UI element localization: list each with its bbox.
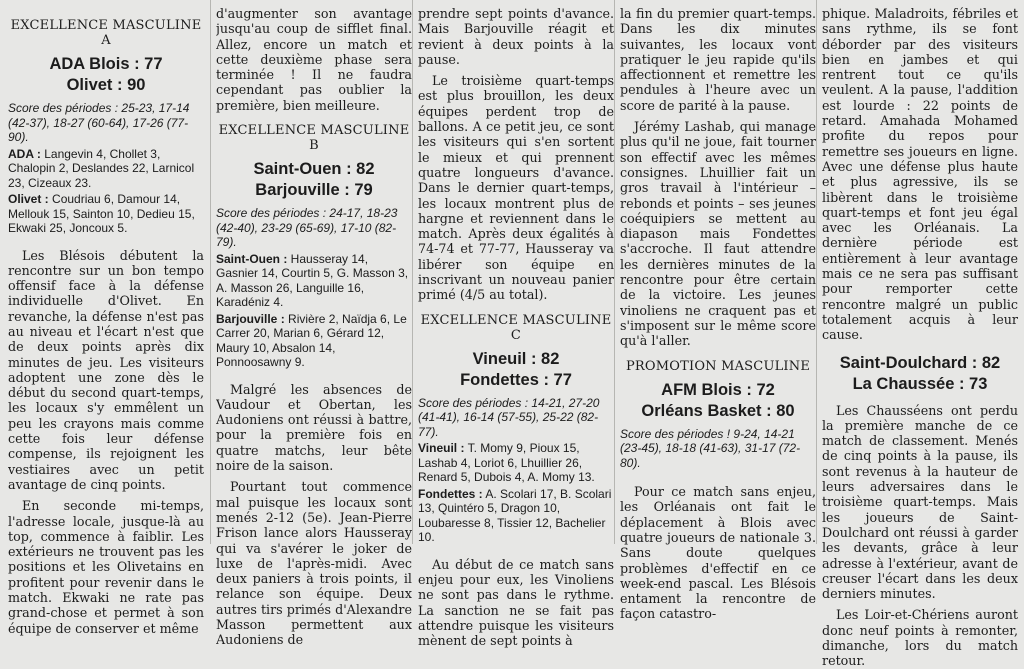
section-heading: EXCELLENCE MASCULINE C bbox=[420, 312, 612, 343]
lineup-players: Langevin 4, Chollet 3, Chalopin 2, Deslandes 22, Larnicol 23, Cizeaux 23. bbox=[8, 146, 195, 190]
lineup-team: Vineuil : bbox=[418, 441, 465, 456]
article-paragraph: Au début de ce match sans enjeu pour eux, les Vinoliens ne sont pas dans le rythme. La sanction ne se fait pas attendre puisque les visiteurs mènent de sept points à bbox=[418, 556, 614, 649]
lineup-away bbox=[8, 192, 204, 236]
article-paragraph: Les Blésois débutent la rencontre sur un bon tempo offensif face à la défense individuelle d'Olivet. En revanche, la défense n'est pas au niveau et l'écart n'est que de deux points après dix minutes de jeu. Les visiteurs adoptent une zone dès le début du second quart-temps, les locaux s'y emmêlent un peu les crayons mais comme cette fois leur défense compense, ils rejoignent les vestiaires avec un petit avantage de cinq points. bbox=[8, 247, 204, 492]
lineup-team: Fondettes : bbox=[418, 486, 483, 501]
article-paragraph: phique. Maladroits, fébriles et sans rythme, ils se font déborder par des visiteurs bien en jambes et qui rentrent tout ce qu'ils veulent. A la pause, l'addition est lourde : 22 points de retard. Amahada Mohamed profite du repos pour remettre ses joueurs en ligne. Avec une défense plus haute et plus agressive, ils se libèrent dans le troisième quart-temps et font jeu égal avec les Orléanais. La dernière période est entièrement à leur avantage mais ce ne sera pas suffisant pour remporter cette rencontre malgré un public totalement acquis à leur cause. bbox=[822, 6, 1018, 343]
match-result-home: AFM Blois : 72 bbox=[661, 380, 775, 399]
column-5 bbox=[822, 4, 1018, 669]
lineup-players: Hausseray 14, Gasnier 14, Courtin 5, G. Masson 3, A. Masson 26, Languille 16, Karadéniz 4. bbox=[216, 251, 409, 310]
lineup-away bbox=[216, 312, 412, 370]
lineup-team: Olivet : bbox=[8, 192, 49, 206]
lineup-home bbox=[216, 252, 412, 310]
match-result-away: Fondettes : 77 bbox=[460, 370, 572, 389]
column-rule bbox=[816, 0, 817, 544]
lineup-home bbox=[8, 147, 204, 191]
column-rule bbox=[614, 0, 615, 544]
column-rule bbox=[412, 0, 413, 544]
match-result-home: Saint-Ouen : 82 bbox=[253, 160, 375, 179]
article-paragraph: Jérémy Lashab, qui manage plus qu'il ne joue, fait tourner son effectif avec les mêmes consignes. Lhuillier fait un gros travail à l'intérieur – rebonds et points – ses jeunes coéquipiers se mettent au diapason mais Fondettes s'accroche. Il faut attendre les dernières minutes de la rencontre pour être certain de la victoire. Les jeunes vinoliens ne craquent pas et s'imposent sur le même score qu'à l'aller. bbox=[620, 119, 816, 349]
period-scores: Score des périodes : 14-21, 27-20 (41-41), 16-14 (57-55), 25-22 (82-77). bbox=[418, 395, 600, 439]
lineup-home bbox=[418, 441, 614, 485]
article-paragraph: Le troisième quart-temps est plus brouillon, les deux équipes perdent trop de ballons. A ce petit jeu, ce sont les visiteurs qui s'en sortent le mieux et qui prennent quatre longueurs d'avance. Dans le dernier quart-temps, les locaux montrent plus de hargne et reviennent dans le match. Après deux égalités à 74-74 et 77-77, Hausseray va libérer son équipe en inscrivant un nouveau panier primé (4/5 au total). bbox=[418, 73, 614, 303]
section-heading: EXCELLENCE MASCULINE A bbox=[10, 18, 202, 48]
article-paragraph: Pourtant tout commence mal puisque les locaux sont menés 2-12 (5e). Jean-Pierre Frison lance alors Hausseray qui va s'avérer le joker de luxe de l'après-midi. Avec deux paniers à trois points, il relance son équipe. Deux autres tirs primés d'Alexandre Masson permettent aux Audoniens de bbox=[216, 479, 412, 648]
match-result-away: Olivet : 90 bbox=[66, 76, 146, 94]
column-4 bbox=[620, 4, 816, 622]
period-scores: Score des périodes : 25-23, 17-14 (42-37), 18-27 (60-64), 17-26 (77-90). bbox=[8, 101, 190, 144]
lineup-team: ADA : bbox=[8, 146, 41, 161]
lineup-players: Coudriau 6, Damour 14, Mellouk 15, Sainton 10, Dedieu 15, Ekwaki 25, Joncoux 5. bbox=[8, 192, 195, 235]
lineup-away bbox=[418, 487, 614, 545]
match-result-away: Orléans Basket : 80 bbox=[641, 401, 795, 420]
match-result-home: ADA Blois : 77 bbox=[49, 55, 163, 73]
match-result-home: Vineuil : 82 bbox=[472, 349, 560, 368]
match-result-away: La Chaussée : 73 bbox=[852, 374, 988, 393]
article-paragraph: En seconde mi-temps, l'adresse locale, jusque-là au top, commence à faiblir. Les extérieurs ne trouvent pas les positions et les Olivetains en profitent pour revenir dans le match. Ekwaki ne rate pas grand-chose et permet à son équipe de conserver et même bbox=[8, 498, 204, 636]
period-scores: Score des périodes ! 9-24, 14-21 (23-45), 18-18 (41-63), 31-17 (72-80). bbox=[620, 426, 801, 470]
lineup-team: Barjouville : bbox=[216, 311, 285, 326]
section-heading: EXCELLENCE MASCULINE B bbox=[218, 123, 410, 154]
column-1 bbox=[8, 4, 204, 636]
lineup-team: Saint-Ouen : bbox=[216, 251, 288, 266]
article-paragraph: Les Chausséens ont perdu la première manche de ce match de classement. Menés de cinq points à la pause, ils sont revenus à la hauteur de leurs adversaires dans le troisième quart-temps. Mais les joueurs de Saint-Doulchard ont réussi à garder les devants, grâce à leur adresse à l'extérieur, avant de creuser l'écart dans les deux derniers minutes. bbox=[822, 402, 1018, 602]
match-result-away: Barjouville : 79 bbox=[255, 181, 373, 200]
match-result-home: Saint-Doulchard : 82 bbox=[839, 353, 1001, 372]
column-2 bbox=[216, 4, 412, 648]
article-paragraph: la fin du premier quart-temps. Dans les dix minutes suivantes, les locaux vont pratiquer le jeu rapide qu'ils affectionnent et remettre les pendules à l'heure avec un score de parité à la pause. bbox=[620, 6, 816, 113]
lineup-players: Rivière 2, Naïdja 6, Le Carrer 20, Marian 6, Gérard 12, Maury 10, Absalon 14, Ponnoosawny 9. bbox=[216, 311, 407, 370]
section-heading: PROMOTION MASCULINE bbox=[625, 358, 811, 374]
lineup-players: A. Scolari 17, B. Scolari 13, Quintéro 5, Dragon 10, Loubaresse 8, Tissier 12, Bachelier 10. bbox=[418, 486, 612, 545]
article-paragraph: Les Loir-et-Chériens auront donc neuf points à remonter, dimanche, lors du match retour. bbox=[822, 607, 1018, 669]
column-3 bbox=[418, 4, 614, 648]
lineup-players: T. Momy 9, Pioux 15, Lashab 4, Loriot 6, Lhuillier 26, Renard 5, Dubois 4, A. Momy 13. bbox=[418, 441, 595, 485]
article-paragraph: d'augmenter son avantage jusqu'au coup de sifflet final. Allez, encore un match et cette deuxième phase sera terminée ! Il ne faudra cependant pas oublier la première, bien meilleure. bbox=[216, 6, 412, 113]
article-paragraph: prendre sept points d'avance. Mais Barjouville réagit et revient à deux points à la pause. bbox=[418, 6, 614, 67]
article-paragraph: Pour ce match sans enjeu, les Orléanais ont fait le déplacement à Blois avec quatre joueurs de nationale 3. Sans doute quelques problèmes d'effectif en ce week-end pascal. Les Blésois entament la rencontre de façon catastro- bbox=[620, 484, 816, 622]
article-paragraph: Malgré les absences de Vaudour et Obertan, les Audoniens ont réussi à battre, pour la première fois en quatre matchs, leur bête noire de la saison. bbox=[216, 381, 412, 474]
column-rule bbox=[210, 0, 211, 544]
period-scores: Score des périodes : 24-17, 18-23 (42-40), 23-29 (65-69), 17-10 (82-79). bbox=[216, 206, 398, 250]
